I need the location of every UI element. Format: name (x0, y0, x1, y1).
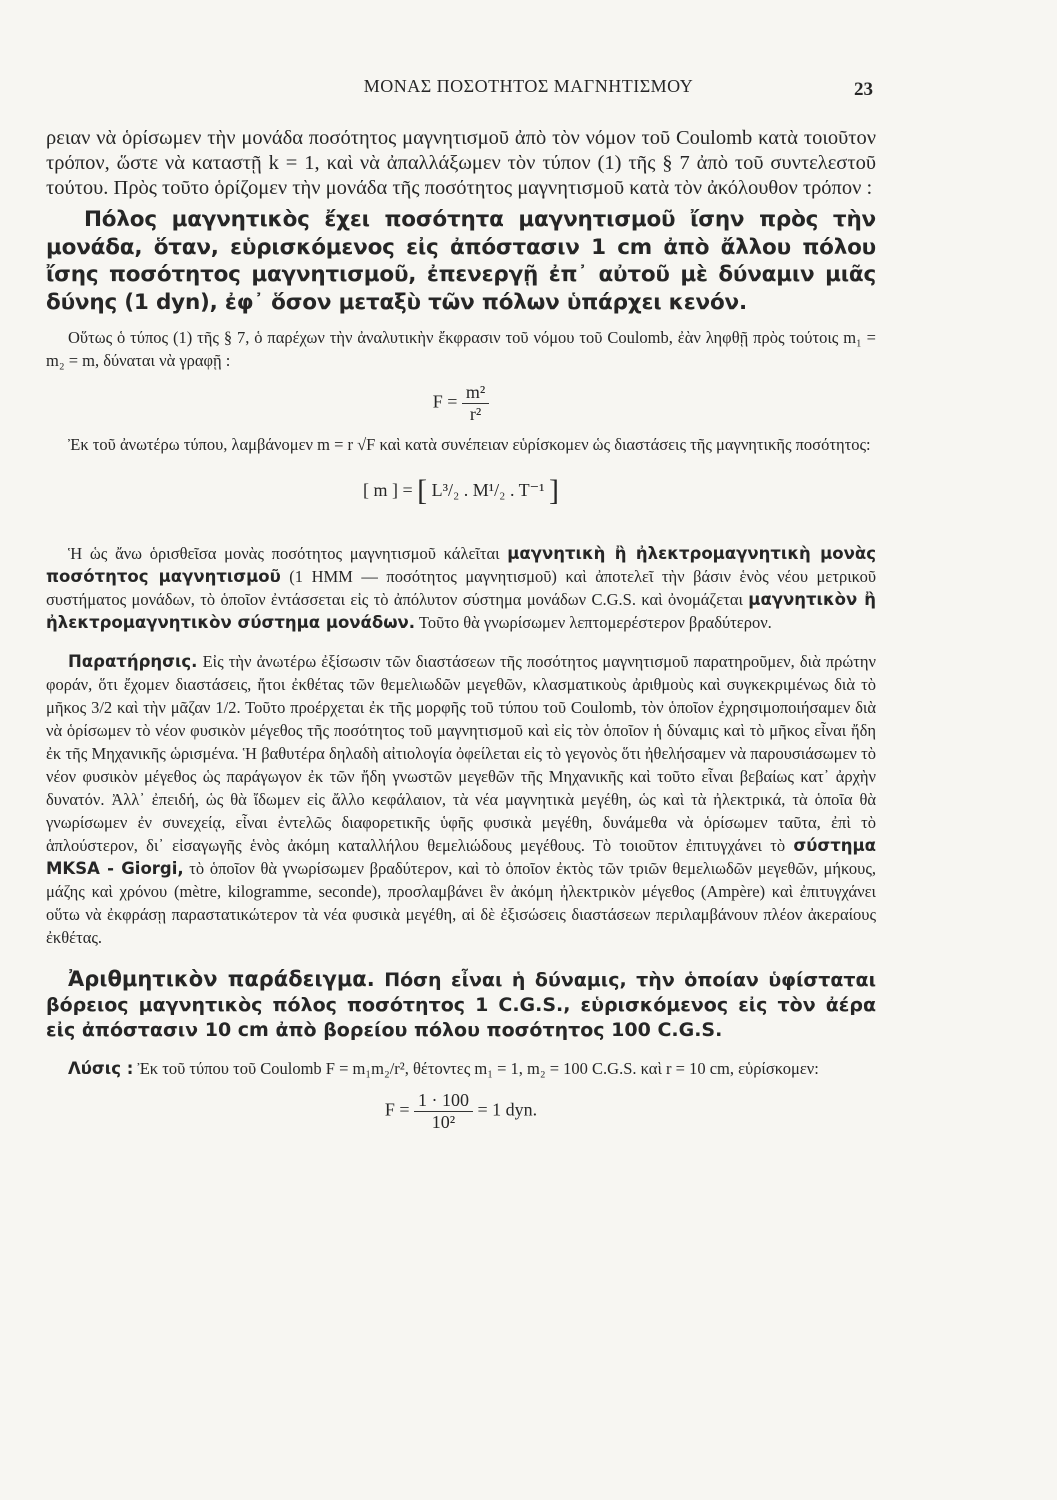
equation-force (46, 382, 876, 425)
paragraph-coulomb: Οὕτως ὁ τύπος (1) τῆς § 7, ὁ παρέχων τὴν ἀναλυτικὴν ἔκφρασιν τοῦ νόμου τοῦ Coulomb, ἐὰν ληφθῇ πρὸς τούτοις m₁ = m₂ = m, δύναται νὰ γραφῇ : (46, 328, 876, 370)
paragraph-unit-definition (46, 542, 876, 634)
remark-text-b: Εἰς τὴν ἀνωτέρω ἐξίσωσιν τῶν διαστάσεων τῆς ποσότητος μαγνητισμοῦ παρατηροῦμεν, διὰ πρώτην φοράν, ὅτι ἔχομεν διαστάσεις, ἤτοι ἐκθέτας τῶν θεμελιωδῶν μεγεθῶν, κλασματικοὺς ἀριθμοὺς καὶ συγκεκριμένως διὰ τὸ μῆκος 3/2 καὶ τὴν μᾶζαν 1/2. Τοῦτο προέρχεται ἐκ τῆς μορφῆς τοῦ τύπου τοῦ Coulomb, τὸν ὁποῖον ἐχρησιμοποιήσαμεν διὰ νὰ ὁρίσωμεν τὸ νέον φυσικὸν μέγεθος τῆς ποσότητος τοῦ μαγνητισμοῦ καὶ εἰς τὸν ὁποῖον ἡ δύναμις καὶ τὸ μῆκος εἶναι ἤδη ἐκ τῆς Μηχανικῆς ὡρισμένα. Ἡ βαθυτέρα δηλαδὴ αἰτιολογία ὀφείλεται εἰς τὸ γεγονὸς ὅτι ἠθελήσαμεν νὰ παρουσιάσωμεν τὸ νέον φυσικὸν μέγεθος ὡς παράγωγον ἐκ τῶν ἤδη γνωστῶν μεγεθῶν τῆς Μηχανικῆς καὶ τοῦτο εἶναι βεβαίως κατ᾽ ἀρχὴν δυνατόν. Ἀλλ᾽ ἐπειδή, ὡς θὰ ἴδωμεν εἰς ἄλλο κεφάλαιον, τὰ νέα μαγνητικὰ μεγέθη, ὡς καὶ τὰ ἠλεκτρικά, τὰ ὁποῖα θὰ γνωρίσωμεν ἐν συνεχείᾳ, εἶναι ἐντελῶς διαφορετικῆς ὑφῆς φυσικὰ μεγέθη, δυνάμεθα νὰ ὁρίσωμεν ταῦτα, ἐπὶ τὸ ἁπλούστερον, δι᾽ εἰσαγωγῆς ἑνὸς ἀκόμη καταλλήλου θεμελιώδους μεγέθους. Τὸ τοιοῦτον ἐπιτυγχάνει τὸ (46, 652, 876, 855)
unit-text-e: Τοῦτο θὰ γνωρίσωμεν λεπτομερέστερον βραδύτερον. (415, 613, 772, 632)
equation-solution-numerator: 1 · 100 (414, 1090, 473, 1112)
example-heading (46, 967, 876, 1043)
equation-dimensions-lhs: [ m ] = (362, 480, 413, 500)
unit-text-a: Ἡ ὡς ἄνω ὁρισθεῖσα μονὰς ποσότητος μαγνητισμοῦ κάλεῖται (68, 544, 508, 563)
equation-dimensions (46, 474, 876, 508)
unit-text-c: (1 ΗΜΜ — ποσότητος μαγνητισμοῦ) καὶ ἀποτελεῖ τὴν βάσιν ἑνὸς νέου μετρικοῦ συστήματος μονάδων, τὸ ὁποῖον ἐντάσσεται εἰς τὸ ἀπόλυτον σύστημα μονάδων C.G.S. καὶ ὀνομάζεται (46, 567, 877, 609)
paragraph-derivation: Ἐκ τοῦ ἀνωτέρω τύπου, λαμβάνομεν m = r √F καὶ κατὰ συνέπειαν εὑρίσκομεν ὡς διαστάσεις τῆς μαγνητικῆς ποσότητος: (68, 435, 871, 454)
unit-term-magnetic-unit: μαγνητικὴ ἢ ἠλεκτρομαγνητικὴ μονὰς ποσότητος μαγνητισμοῦ (46, 544, 876, 586)
equation-force-fraction (462, 382, 489, 425)
equation-dimensions-rhs: L³/₂ . M¹/₂ . T⁻¹ (431, 480, 545, 500)
page-body (46, 126, 876, 1141)
solution-paragraph (46, 1057, 876, 1080)
equation-force-denominator: r² (469, 404, 482, 424)
equation-force-lhs: F = (432, 391, 458, 412)
unit-term-system: μαγνητικὸν ἢ ἠλεκτρομαγνητικὸν σύστημα μονάδων. (46, 590, 876, 632)
page-number: 23 (854, 79, 873, 100)
equation-solution-denominator: 10² (431, 1112, 456, 1132)
bracket-close-icon: ] (549, 474, 560, 507)
solution-text: Ἐκ τοῦ τύπου τοῦ Coulomb F = m₁m₂/r², θέτοντες m₁ = 1, m₂ = 100 C.G.S. καὶ r = 10 cm, εὑρίσκομεν: (133, 1059, 819, 1078)
paragraph-remark (46, 650, 876, 949)
remark-term-mksa: σύστημα MKSA - Giorgi, (46, 836, 876, 878)
equation-solution-rhs: = 1 dyn. (477, 1099, 538, 1120)
bracket-open-icon: [ (417, 474, 428, 507)
paragraph-intro: ρειαν νὰ ὁρίσωμεν τὴν μονάδα ποσότητος μαγνητισμοῦ ἀπὸ τὸν νόμον τοῦ Coulomb κατὰ τοιοῦτον τρόπον, ὥστε νὰ καταστῇ k = 1, καὶ νὰ ἀπαλλάξωμεν τὸν τύπον (1) τῆς § 7 ἀπὸ τοῦ συντελεστοῦ τούτου. Πρὸς τοῦτο ὁρίζομεν τὴν μονάδα τῆς ποσότητος μαγνητισμοῦ κατὰ τὸν ἀκόλουθον τρόπον : (46, 127, 876, 199)
example-title: Ἀριθμητικὸν παράδειγμα. (68, 967, 375, 991)
definition-paragraph: Πόλος μαγνητικὸς ἔχει ποσότητα μαγνητισμοῦ ἴσην πρὸς τὴν μονάδα, ὅταν, εὑρισκόμενος εἰς ἀπόστασιν 1 cm ἀπὸ ἄλλου πόλου ἴσης ποσότητος μαγνητισμοῦ, ἐπενεργῇ ἐπ᾽ αὐτοῦ μὲ δύναμιν μιᾶς δύνης (1 dyn), ἐφ᾽ ὅσον μεταξὺ τῶν πόλων ὑπάρχει κενόν. (46, 207, 876, 315)
remark-text-d: τὸ ὁποῖον θὰ γνωρίσωμεν βραδύτερον, καὶ τὸ ὁποῖον ἐκτὸς τῶν τριῶν θεμελιωδῶν μεγεθῶν, μήκους, μάζης καὶ χρόνου (mètre, kilogramme, seconde), προσλαμβάνει ἓν ἀκόμη ἠλεκτρικὸν μέγεθος (Ampère) καὶ ἐπιτυγχάνει οὕτω νὰ ἐκφράσῃ παραστατικώτερον τὰ νέα φυσικὰ μεγέθη, αἱ δὲ ἐξισώσεις διαστάσεων περιλαμβάνουν πλέον ἀκεραίους ἐκθέτας. (46, 859, 876, 947)
equation-force-numerator: m² (462, 382, 489, 404)
solution-label: Λύσις : (68, 1059, 134, 1078)
remark-label: Παρατήρησις. (68, 652, 198, 671)
equation-solution (46, 1090, 876, 1133)
equation-solution-lhs: F = (384, 1099, 410, 1120)
example-question: Πόση εἶναι ἡ δύναμις, τὴν ὁποίαν ὑφίσταται βόρειος μαγνητικὸς πόλος ποσότητος 1 C.G.S., εὑρισκόμενος εἰς τὸν ἀέρα εἰς ἀπόστασιν 10 cm ἀπὸ βορείου πόλου ποσότητος 100 C.G.S. (46, 969, 876, 1041)
running-title: ΜΟΝΑΣ ΠΟΣΟΤΗΤΟΣ ΜΑΓΝΗΤΙΣΜΟΥ (363, 76, 694, 96)
equation-solution-fraction (414, 1090, 473, 1133)
